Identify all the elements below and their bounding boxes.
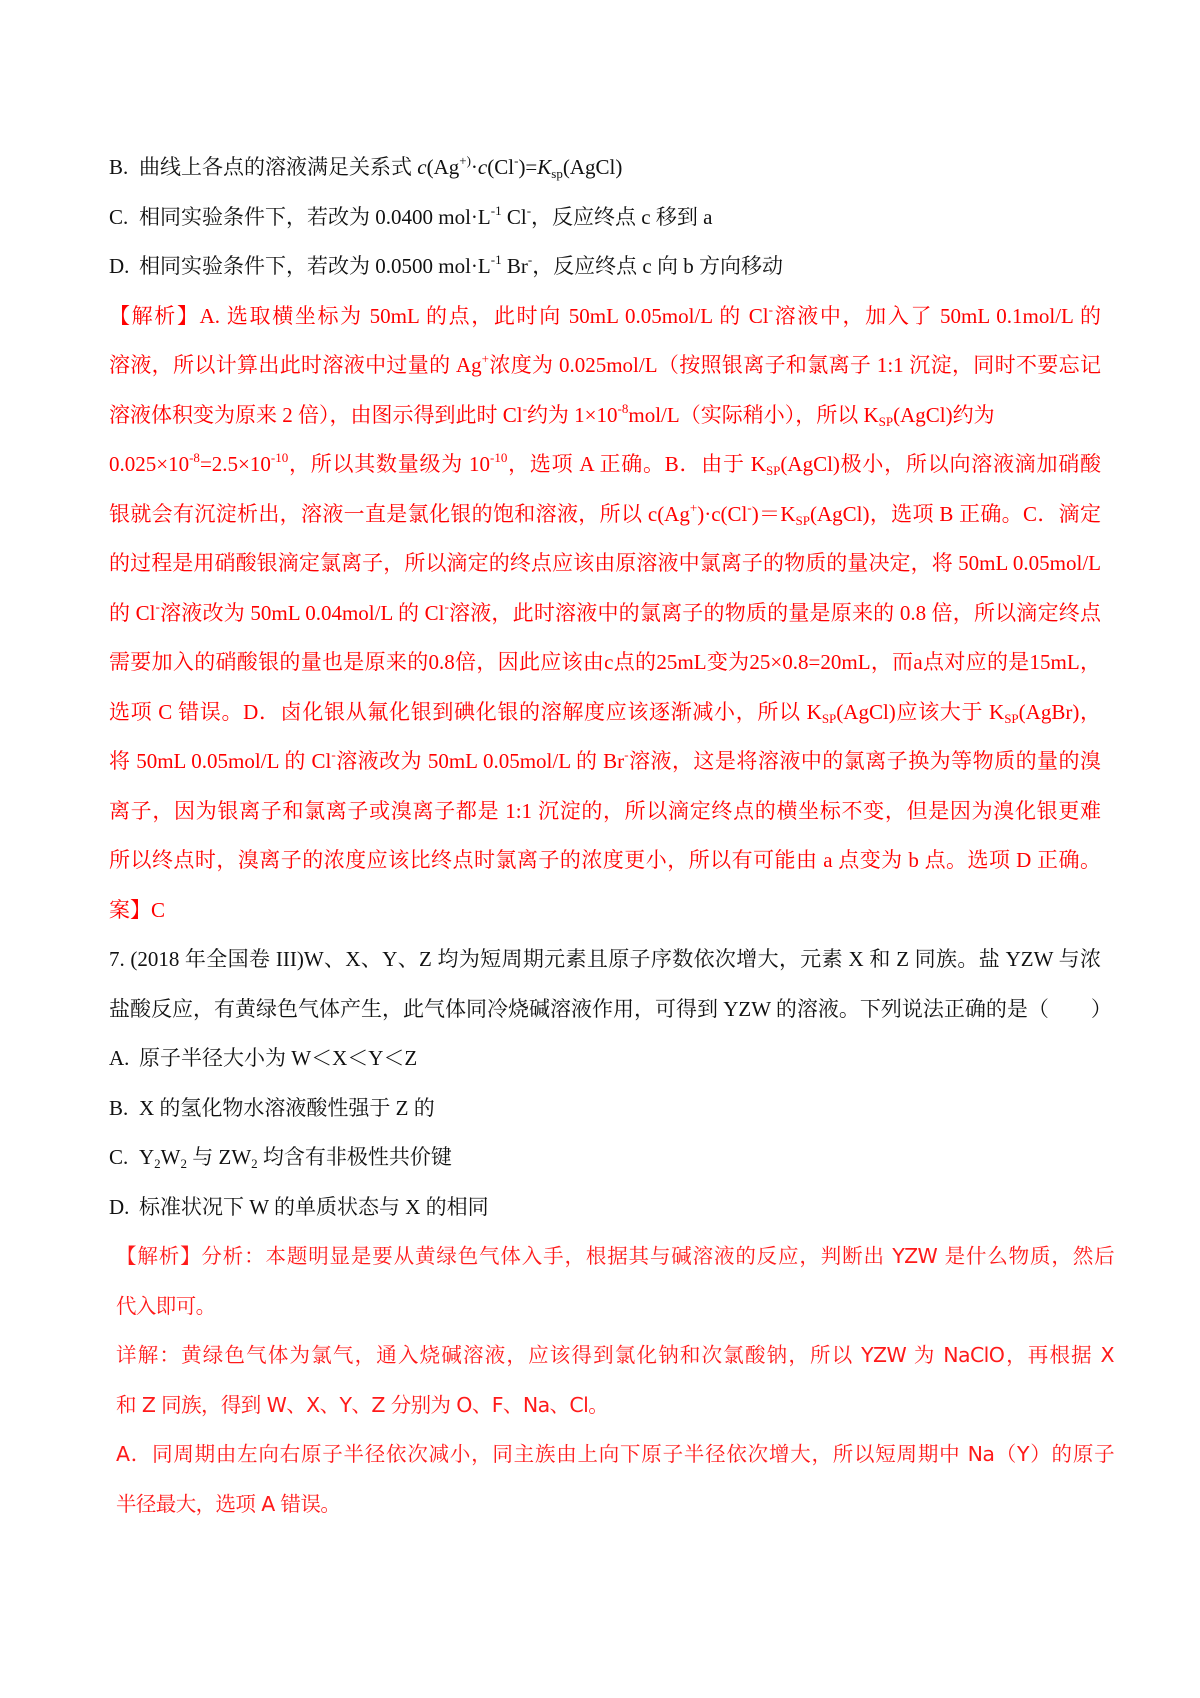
text-run: W (160, 1145, 181, 1169)
text-run: 将 50mL 0.05mol/L 的 Cl (109, 749, 332, 773)
question6-analysis (109, 292, 1101, 936)
subscript: 2 (180, 1156, 187, 1171)
option-label: D. (109, 1194, 130, 1219)
text-line (109, 886, 1101, 936)
superscript: - (155, 598, 160, 614)
text-run: 和 Z 同族，得到 W、X、Y、Z 分别为 O、F、Na、Cl。 (116, 1392, 609, 1417)
text-run: 【解析】分析：本题明显是要从黄绿色气体入手，根据其与碱溶液的反应，判断出 YZW 是什么物质，然后 (116, 1244, 1114, 1268)
superscript: -8 (617, 400, 629, 416)
text-run: (AgCl)约为 (893, 402, 995, 427)
text-run: 盐酸反应，有黄绿色气体产生，此气体同冷烧碱溶液作用，可得到 YZW 的溶液。下列说法正确的是（ ） (109, 996, 1112, 1021)
superscript: -10 (270, 450, 289, 465)
text-run: 0.025×10 (109, 452, 190, 476)
text-run: 代入即可。 (116, 1293, 216, 1318)
subscript: SP (765, 463, 781, 478)
text-run: (Cl (487, 155, 515, 179)
option-line (109, 193, 1101, 243)
text-run: Y (139, 1145, 155, 1169)
text-run: =2.5×10 (199, 452, 271, 476)
option-line (109, 1034, 1101, 1084)
text-run: 溶液，这是将溶液中的氯离子换为等物质的量的溴 (628, 749, 1101, 773)
option-line (109, 1183, 1101, 1233)
text-line (116, 1232, 1114, 1282)
superscript: - (624, 747, 629, 762)
subscript: SP (1004, 710, 1019, 726)
superscript: -1 (490, 202, 502, 218)
superscript: -1 (490, 252, 502, 267)
text-run: 半径最大，选项 A 错误。 (116, 1491, 341, 1516)
text-line (109, 836, 1101, 886)
text-run: ，反应终点 c 向 b 方向移动 (532, 254, 784, 278)
text-run: 【解析】A. 选取横坐标为 50mL 的点，此时向 50mL 0.05mol/L 的 Cl (109, 303, 769, 328)
option-line (109, 1133, 1101, 1183)
option-label: C. (109, 1145, 129, 1169)
text-run: )= (518, 155, 538, 179)
text-line (116, 1430, 1114, 1480)
text-line (109, 341, 1101, 391)
text-line (109, 490, 1101, 540)
italic-variable: c (417, 155, 427, 179)
text-run: 溶液体积变为原来 2 倍），由图示得到此时 Cl (109, 402, 523, 427)
subscript: SP (795, 512, 810, 528)
text-line (109, 638, 1101, 688)
text-line (109, 787, 1101, 837)
text-run: 银就会有沉淀析出，溶液一直是氯化银的饱和溶液，所以 c(Ag (109, 501, 690, 526)
text-run: (AgCl)极小，所以向溶液滴加硝酸 (780, 452, 1101, 476)
text-run: · (470, 155, 478, 179)
text-line (109, 391, 1101, 441)
option-label: B. (109, 155, 129, 179)
superscript: - (526, 202, 532, 218)
superscript: + (689, 499, 698, 515)
superscript: + (481, 351, 490, 366)
text-run: 浓度为 0.025mol/L（按照银离子和氯离子 1:1 沉淀，同时不要忘记 (489, 353, 1101, 377)
text-line (109, 935, 1101, 985)
text-run: 约为 1×10 (526, 402, 618, 427)
option-line (109, 143, 1101, 193)
italic-variable: K (537, 155, 552, 179)
question7-stem (109, 935, 1112, 1034)
text-run: ，选项 A 正确。B．由于 K (507, 452, 766, 476)
text-run: (AgCl) (562, 155, 623, 179)
text-run: A．同周期由左向右原子半径依次减小，同主族由上向下原子半径依次增大，所以短周期中 Na（Y）的原子 (116, 1442, 1114, 1466)
text-run: 案】C (109, 897, 166, 922)
superscript: - (514, 153, 519, 168)
text-line (109, 589, 1101, 639)
subscript: 2 (154, 1156, 161, 1171)
text-line (116, 1282, 1114, 1332)
text-run: (AgCl)，选项 B 正确。C．滴定 (810, 501, 1101, 526)
text-run: (AgCl)应该大于 K (836, 699, 1005, 724)
text-run: 相同实验条件下，若改为 0.0400 mol·L (139, 204, 491, 229)
text-run: 需要加入的硝酸银的量也是原来的0.8倍，因此应该由c点的25mL变为25×0.8=20mL，而a点对应的是15mL， (109, 650, 1101, 674)
text-run: )＝K (751, 501, 796, 526)
text-run: (AgBr)， (1018, 699, 1101, 724)
text-run: 原子半径大小为 W＜X＜Y＜Z (139, 1046, 418, 1070)
text-run: 选项 C 错误。D．卤化银从氟化银到碘化银的溶解度应该逐渐减小，所以 K (109, 699, 822, 724)
text-run: Cl (501, 204, 527, 229)
text-run: X 的氢化物水溶液酸性强于 Z 的 (139, 1095, 435, 1120)
text-run: 详解：黄绿色气体为氯气，通入烧碱溶液，应该得到氯化钠和次氯酸钠，所以 YZW 为 NaClO，再根据 X (116, 1343, 1114, 1367)
text-run: 溶液改为 50mL 0.05mol/L 的 Br (335, 749, 625, 773)
superscript: - (747, 499, 752, 515)
text-run: (Ag (426, 155, 460, 179)
option-label: A. (109, 1046, 130, 1070)
superscript: - (522, 400, 527, 416)
text-run: 均含有非极性共价键 (257, 1145, 452, 1169)
text-run: 的过程是用硝酸银滴定氯离子，所以滴定的终点应该由原溶液中氯离子的物质的量决定，将 50mL 0.05mol/L (109, 551, 1101, 575)
subscript: SP (821, 710, 837, 726)
superscript: - (768, 301, 773, 317)
text-run: 相同实验条件下，若改为 0.0500 mol·L (139, 254, 491, 278)
subscript: sp (551, 166, 563, 181)
text-run: 溶液，所以计算出此时溶液中过量的 Ag (109, 353, 482, 377)
text-run: 标准状况下 W 的单质状态与 X 的相同 (139, 1194, 489, 1219)
question7-analysis (116, 1232, 1114, 1529)
option-label: D. (109, 254, 130, 278)
text-run: 与 ZW (187, 1145, 252, 1169)
subscript: 2 (251, 1156, 258, 1171)
text-line (109, 440, 1101, 490)
superscript: +) (459, 153, 471, 168)
text-run: 曲线上各点的溶液满足关系式 (139, 155, 418, 179)
text-run: Br (501, 254, 528, 278)
superscript: - (444, 598, 449, 614)
text-line (116, 1381, 1114, 1431)
superscript: -10 (490, 450, 508, 465)
text-run: 离子，因为银离子和氯离子或溴离子都是 1:1 沉淀的，所以滴定终点的横坐标不变，但是因为溴化银更难 (109, 798, 1101, 823)
superscript: - (331, 747, 336, 762)
text-run: 所以终点时，溴离子的浓度应该比终点时氯离子的浓度更小，所以有可能由 a 点变为 b 点。选项 D 正确。 (109, 848, 1101, 872)
text-line (109, 688, 1101, 738)
text-run: ，反应终点 c 移到 a (531, 204, 713, 229)
option-line (109, 242, 1101, 292)
text-run: 溶液改为 50mL 0.04mol/L 的 Cl (159, 600, 445, 625)
text-line (109, 985, 1112, 1035)
text-run: 溶液中，加入了 50mL 0.1mol/L 的 (772, 303, 1101, 328)
question7-options (109, 1034, 1101, 1232)
text-line (109, 292, 1101, 342)
option-line (109, 1084, 1101, 1134)
text-run: mol/L（实际稍小），所以 K (628, 402, 879, 427)
text-run: 的 Cl (109, 600, 156, 625)
option-label: C. (109, 204, 129, 229)
question6-options (109, 143, 1101, 292)
text-run: 溶液，此时溶液中的氯离子的物质的量是原来的 0.8 倍，所以滴定终点 (448, 600, 1101, 625)
document-page (109, 143, 1114, 1529)
text-run: ，所以其数量级为 10 (288, 452, 491, 476)
text-run: 7. (2018 年全国卷 III)W、X、Y、Z 均为短周期元素且原子序数依次增大，元素 X 和 Z 同族。盐 YZW 与浓 (109, 947, 1101, 971)
italic-variable: c (477, 155, 488, 179)
text-line (109, 539, 1101, 589)
superscript: - (527, 252, 533, 267)
text-run: )·c(Cl (697, 501, 748, 526)
option-label: B. (109, 1095, 129, 1120)
subscript: SP (878, 413, 894, 429)
superscript: -8 (189, 450, 200, 465)
text-line (109, 737, 1101, 787)
text-line (116, 1480, 1114, 1530)
text-line (116, 1331, 1114, 1381)
